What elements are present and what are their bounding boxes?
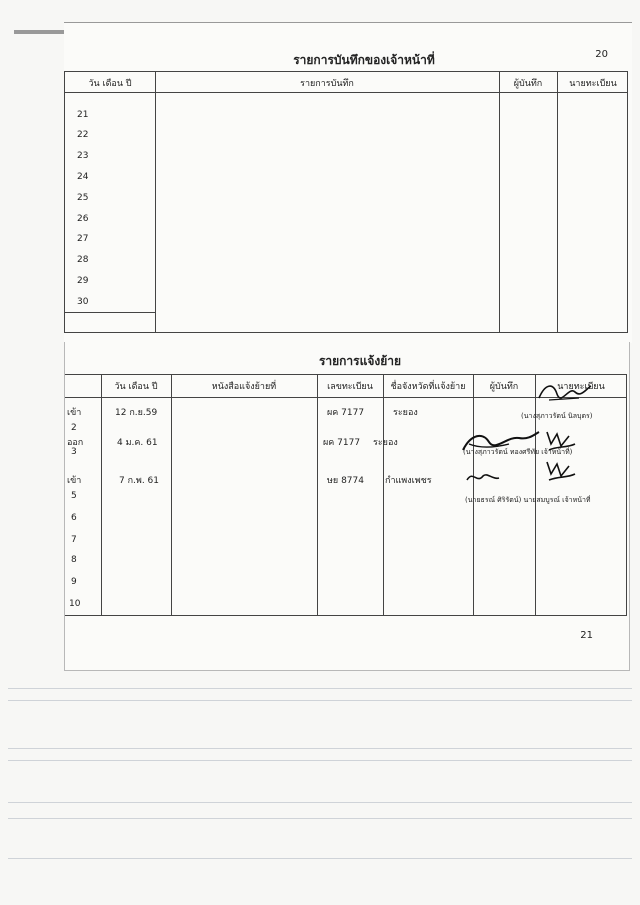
entry-plate: ผค 7177	[327, 408, 365, 418]
entry-plate: ษย 8774	[327, 476, 364, 486]
day-number: 22	[77, 130, 89, 140]
entry-type: เข้า	[67, 408, 82, 418]
transfer-record-table	[65, 374, 627, 616]
day-number: 23	[77, 151, 89, 161]
signature-2	[459, 426, 543, 456]
header-plate: เลขทะเบียน	[327, 382, 373, 392]
entry-province: ระยอง	[373, 438, 398, 448]
page-title: รายการแจ้งย้าย	[318, 354, 402, 368]
page-number: 20	[595, 49, 608, 60]
header-record: รายการบันทึก	[300, 79, 354, 89]
entry-plate: ผค 7177	[323, 438, 361, 448]
row-number: 5	[71, 491, 77, 501]
day-number: 27	[77, 234, 89, 244]
entry-province: กำแพงเพชร	[385, 476, 432, 486]
header-date: วัน เดือน ปี	[88, 79, 132, 89]
day-number: 29	[77, 276, 89, 286]
signature-3	[541, 428, 581, 458]
officer-record-page	[64, 22, 632, 343]
officer-record-table	[64, 71, 628, 333]
entry-date: 4 ม.ค. 61	[117, 438, 158, 448]
header-province: ชื่อจังหวัดที่แจ้งย้าย	[390, 382, 466, 392]
row-number: 10	[69, 599, 81, 609]
day-number: 21	[77, 110, 89, 120]
signature-1	[535, 380, 595, 406]
row-number: 8	[71, 555, 77, 565]
entry-type: เข้า	[67, 476, 82, 486]
header-transfer-letter: หนังสือแจ้งย้ายที่	[211, 382, 277, 392]
row-number: 2	[71, 423, 77, 433]
header-registrar: นายทะเบียน	[557, 382, 605, 392]
header-recorder: ผู้บันทึก	[513, 79, 543, 89]
entry-date: 7 ก.พ. 61	[119, 476, 160, 486]
signature-4	[463, 468, 503, 486]
registrar-name: (นายธรณ์ ศิริรัตน์) นายสมบูรณ์ เจ้าหน้าที่	[465, 496, 591, 504]
day-number: 25	[77, 193, 89, 203]
row-number: 6	[71, 513, 77, 523]
row-number: 9	[71, 577, 77, 587]
registrar-name: (นางสุภาวรัตน์ ทองศรีทัย เจ้าหน้าที่)	[463, 448, 573, 456]
day-number: 30	[77, 297, 89, 307]
header-date: วัน เดือน ปี	[114, 382, 158, 392]
scan-edge-mark	[14, 30, 66, 34]
page-number: 21	[580, 630, 593, 641]
registrar-name: (นางสุภาวรัตน์ นิลบุตร)	[521, 412, 593, 420]
page-title: รายการบันทึกของเจ้าหน้าที่	[293, 53, 435, 67]
transfer-record-page	[64, 342, 630, 671]
header-registrar: นายทะเบียน	[569, 79, 617, 89]
header-recorder: ผู้บันทึก	[489, 382, 519, 392]
row-number: 3	[71, 447, 77, 457]
day-number: 24	[77, 172, 89, 182]
signature-5	[541, 456, 581, 484]
day-number: 28	[77, 255, 89, 265]
entry-province: ระยอง	[393, 408, 418, 418]
row-number: 7	[71, 535, 77, 545]
entry-date: 12 ก.ย.59	[115, 408, 158, 418]
day-number: 26	[77, 214, 89, 224]
entry-type: ออก	[67, 438, 84, 448]
